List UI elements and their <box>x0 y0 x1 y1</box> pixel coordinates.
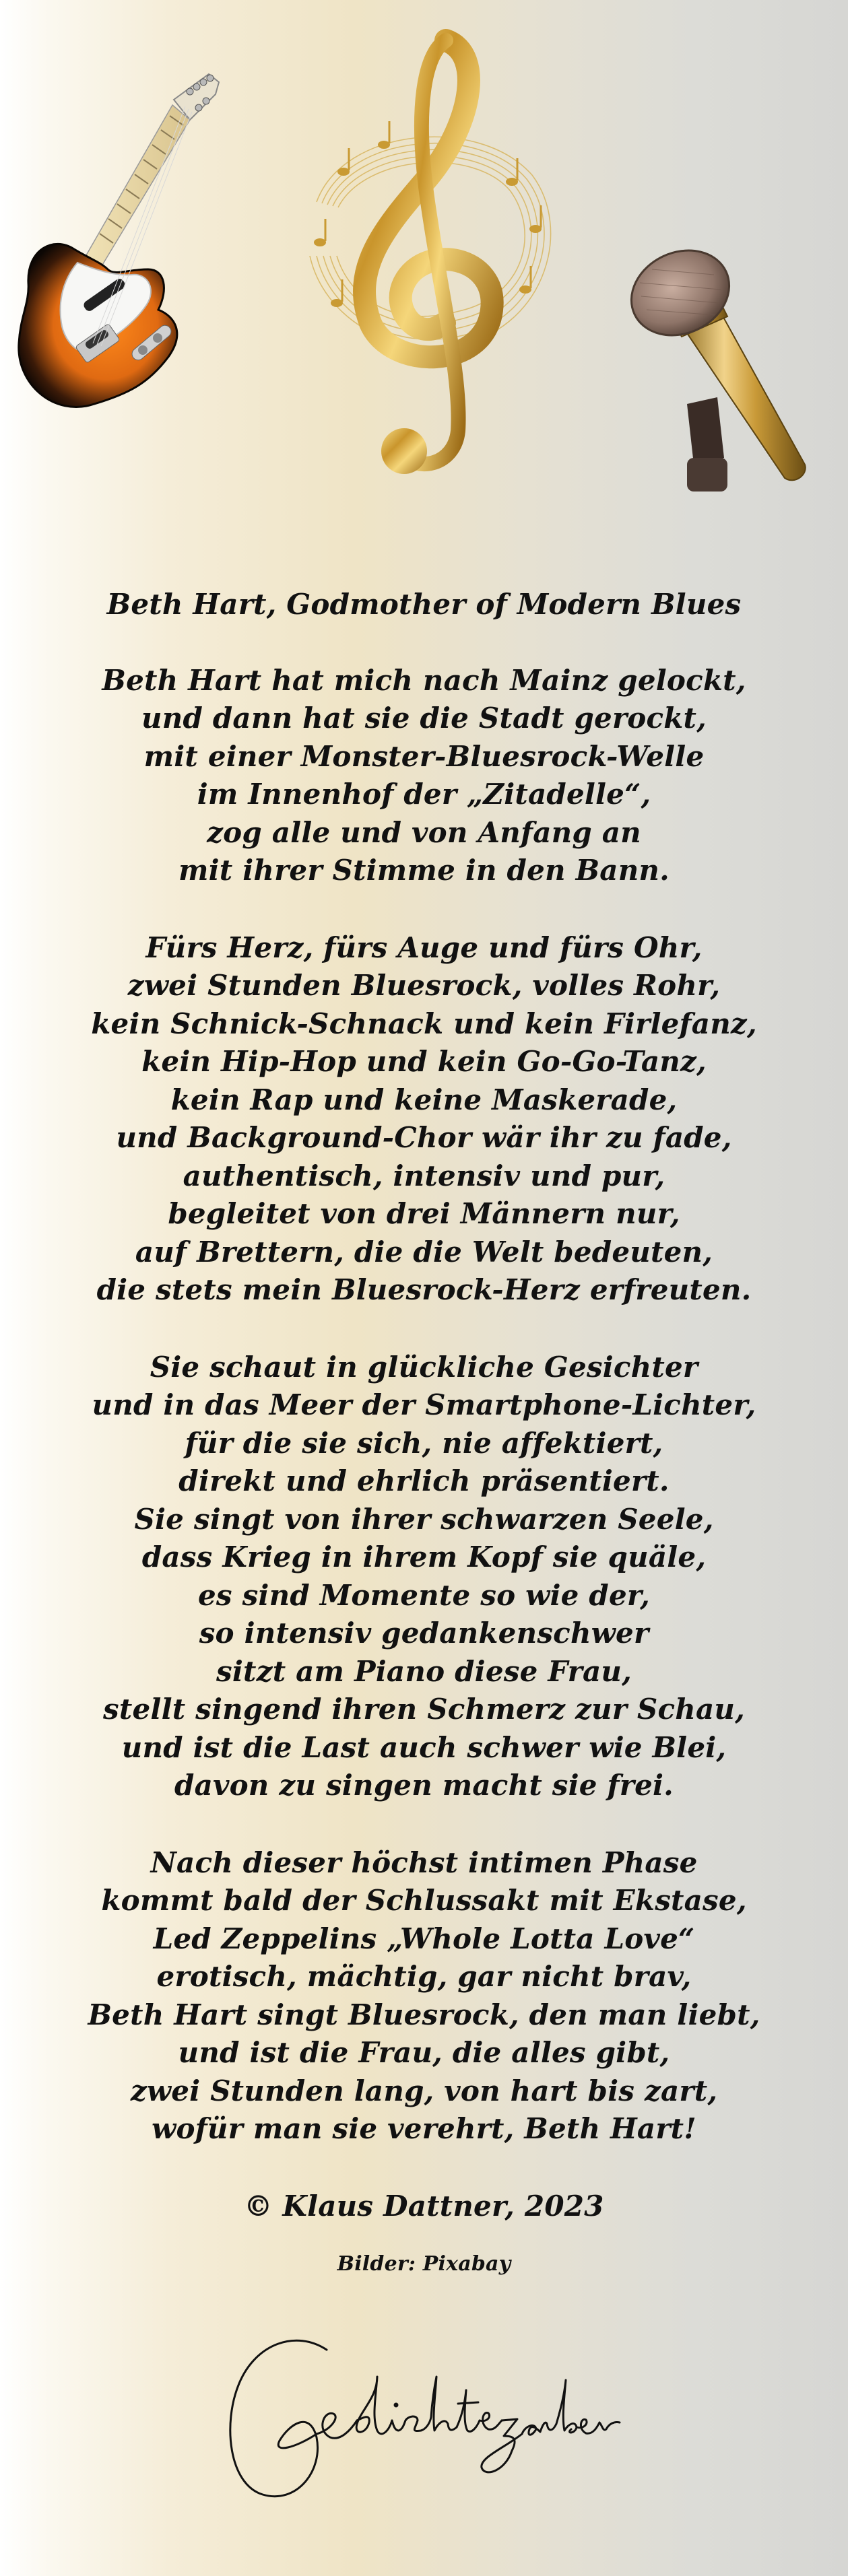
poem-line: Fürs Herz, fürs Auge und fürs Ohr, <box>145 930 703 964</box>
poem-line: Beth Hart singt Bluesrock, den man liebt, <box>88 1998 760 2031</box>
image-credit: Bilder: Pixabay <box>337 2252 511 2276</box>
poem-line: so intensiv gedankenschwer <box>199 1617 649 1650</box>
stanza-2 <box>0 929 848 1310</box>
stanza-4 <box>0 1844 848 2148</box>
poem-line: und ist die Frau, die alles gibt, <box>178 2036 670 2069</box>
poem-line: mit einer Monster-Bluesrock-Welle <box>143 739 705 773</box>
poem-line: zwei Stunden lang, von hart bis zart, <box>130 2074 718 2107</box>
poem-line: davon zu singen macht sie frei. <box>174 1769 674 1802</box>
poem-line: Led Zeppelins „Whole Lotta Love“ <box>153 1922 695 1955</box>
poem-line: und dann hat sie die Stadt gerockt, <box>141 702 707 735</box>
poem-line: zwei Stunden Bluesrock, volles Rohr, <box>127 969 721 1002</box>
poem-line: direkt und ehrlich präsentiert. <box>178 1464 670 1497</box>
poem-line: kein Rap und keine Maskerade, <box>170 1083 678 1116</box>
poem-line: erotisch, mächtig, gar nicht brav, <box>156 1960 692 1993</box>
poem-line: Sie schaut in glückliche Gesichter <box>150 1350 698 1384</box>
poem-line: und ist die Last auch schwer wie Blei, <box>121 1730 727 1764</box>
poem-line: sitzt am Piano diese Frau, <box>216 1654 632 1688</box>
microphone-image <box>599 242 822 505</box>
poem-line: im Innenhof der „Zitadelle“, <box>197 778 651 811</box>
electric-guitar-image <box>13 67 236 498</box>
copyright-text: © Klaus Dattner, 2023 <box>244 2189 604 2223</box>
poem-line: es sind Momente so wie der, <box>198 1578 650 1612</box>
poem-title: Beth Hart, Godmother of Modern Blues <box>106 588 742 621</box>
stanza-1 <box>0 662 848 890</box>
poem <box>0 586 848 2278</box>
poem-line: Nach dieser höchst intimen Phase <box>150 1845 698 1879</box>
gedichtezauber-signature <box>216 2323 633 2518</box>
poem-line: Beth Hart hat mich nach Mainz gelockt, <box>102 663 746 697</box>
poem-line: auf Brettern, die die Welt bedeuten, <box>135 1235 713 1268</box>
poem-line: und Background-Chor wär ihr zu fade, <box>116 1121 732 1154</box>
poem-line: authentisch, intensiv und pur, <box>183 1159 665 1192</box>
poem-line: begleitet von drei Männern nur, <box>168 1197 680 1230</box>
poem-line: wofür man sie verehrt, Beth Hart! <box>152 2112 696 2145</box>
poem-line: kommt bald der Schlussakt mit Ekstase, <box>101 1884 747 1917</box>
poem-line: die stets mein Bluesrock-Herz erfreuten. <box>96 1273 752 1306</box>
poem-line: mit ihrer Stimme in den Bann. <box>178 854 670 887</box>
poem-line: kein Hip-Hop und kein Go-Go-Tanz, <box>141 1045 707 1078</box>
poem-line: dass Krieg in ihrem Kopf sie quäle, <box>141 1540 707 1573</box>
poem-line: für die sie sich, nie affektiert, <box>185 1426 663 1460</box>
treble-clef-image <box>290 27 573 485</box>
poem-line: Sie singt von ihrer schwarzen Seele, <box>134 1502 714 1536</box>
stanza-3 <box>0 1349 848 1805</box>
poem-line: stellt singend ihren Schmerz zur Schau, <box>103 1693 745 1726</box>
poem-line: und in das Meer der Smartphone-Lichter, <box>92 1388 756 1421</box>
poem-line: kein Schnick-Schnack und kein Firlefanz, <box>91 1007 757 1040</box>
poem-line: zog alle und von Anfang an <box>207 815 641 849</box>
